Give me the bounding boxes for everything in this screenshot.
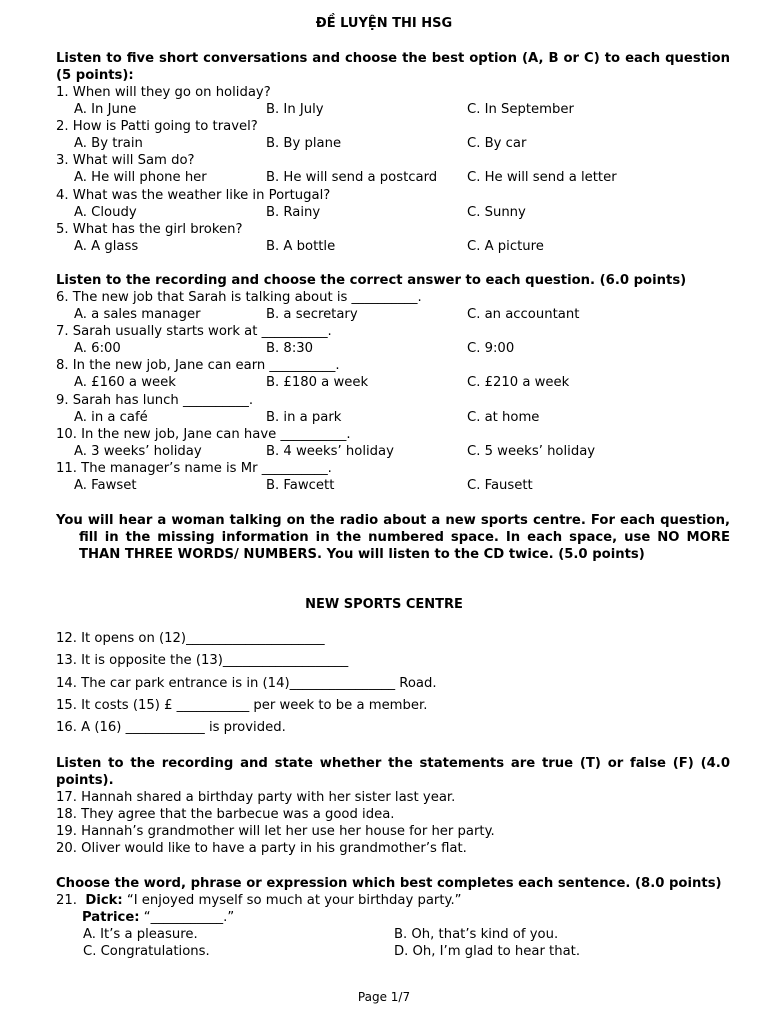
option-a: A. 3 weeks’ holiday [74, 443, 202, 459]
fill-in-item: 15. It costs (15) £ ___________ per week to be a member. [56, 697, 428, 713]
section-heading: Listen to the recording and state whether the statements are true (T) or false (F) (4.0 points). [56, 756, 730, 788]
option-c: C. Congratulations. [83, 944, 210, 960]
option-b: B. By plane [266, 136, 342, 152]
heading-text: . You will listen to the CD twice. (5.0 points) [317, 547, 645, 562]
option-a: A. By train [74, 136, 143, 152]
question-text: 9. Sarah has lunch __________. [56, 392, 254, 408]
section-heading [56, 512, 730, 563]
question-text [56, 892, 730, 909]
dialogue-line: “___________.” [139, 910, 235, 926]
option-b: B. 4 weeks’ holiday [266, 443, 394, 459]
statement: 17. Hannah shared a birthday party with her sister last year. [56, 790, 456, 805]
fill-in-item: 12. It opens on (12)_____________________ [56, 631, 325, 646]
heading-emphasis: NO MORE THAN THREE WORDS/ NUMBERS [79, 530, 730, 562]
option-row [56, 409, 730, 426]
option-a: A. He will phone her [74, 170, 207, 186]
page-title: ĐỀ LUYỆN THI HSG [315, 16, 453, 31]
fill-in-item: 13. It is opposite the (13)___________________ [56, 653, 349, 669]
question-text: 1. When will they go on holiday? [56, 85, 271, 100]
question-text [56, 909, 730, 926]
option-b: B. He will send a postcard [266, 170, 438, 186]
question-text: 5. What has the girl broken? [56, 221, 243, 237]
section-part3 [56, 512, 730, 563]
question-text: 2. How is Patti going to travel? [56, 119, 258, 135]
option-b: B. a secretary [266, 307, 358, 323]
speaker-label: Patrice: [82, 910, 140, 926]
option-row [56, 374, 730, 391]
option-row [56, 101, 730, 118]
section-heading: Listen to the recording and choose the correct answer to each question. (6.0 points) [56, 273, 687, 288]
option-row [56, 135, 730, 152]
question-text: 11. The manager’s name is Mr __________. [56, 460, 332, 476]
option-b: B. in a park [266, 409, 342, 425]
section-heading: Choose the word, phrase or expression which best completes each sentence. (8.0 points) [56, 876, 722, 891]
option-c: C. A picture [467, 238, 544, 254]
option-b: B. Rainy [266, 204, 321, 220]
question-text: 3. What will Sam do? [56, 153, 195, 169]
section-heading: Listen to five short conversations and choose the best option (A, B or C) to each question (5 points): [56, 51, 730, 83]
option-a: A. Cloudy [74, 204, 137, 220]
statement: 18. They agree that the barbecue was a good idea. [56, 807, 395, 823]
question-text: 7. Sarah usually starts work at __________. [56, 324, 332, 340]
fill-in-list [56, 628, 730, 739]
section-part1 [56, 50, 730, 255]
option-row [56, 340, 730, 357]
option-row [56, 477, 730, 494]
option-row [56, 204, 730, 221]
question-number: 21. [56, 893, 77, 908]
option-c: C. Sunny [467, 204, 526, 220]
option-c: C. an accountant [467, 307, 580, 323]
option-a: A. in a café [74, 409, 148, 425]
option-b: B. £180 a week [266, 375, 369, 391]
section-subtitle: NEW SPORTS CENTRE [305, 597, 463, 612]
option-c: C. In September [467, 102, 574, 118]
option-b: B. Oh, that’s kind of you. [394, 927, 559, 943]
option-c: C. at home [467, 409, 540, 425]
statement: 19. Hannah’s grandmother will let her use her house for her party. [56, 824, 495, 840]
option-a: A. A glass [74, 238, 139, 254]
option-c: C. 9:00 [467, 341, 515, 357]
question-text: 4. What was the weather like in Portugal? [56, 187, 331, 203]
option-row [56, 306, 730, 323]
option-a: A. 6:00 [74, 341, 121, 357]
option-a: A. £160 a week [74, 375, 176, 391]
option-c: C. 5 weeks’ holiday [467, 443, 596, 459]
section-part5 [56, 875, 730, 960]
option-c: C. By car [467, 136, 527, 152]
statement: 20. Oliver would like to have a party in his grandmother’s flat. [56, 841, 467, 857]
option-b: B. A bottle [266, 238, 336, 254]
dialogue-line: “I enjoyed myself so much at your birthday party.” [122, 893, 462, 908]
option-a: A. In June [74, 102, 137, 118]
option-a: A. a sales manager [74, 307, 201, 323]
option-c: C. £210 a week [467, 375, 570, 391]
question-list [56, 84, 730, 255]
option-c: C. Fausett [467, 478, 533, 494]
option-row [56, 926, 730, 943]
option-row [56, 238, 730, 255]
question-text: 6. The new job that Sarah is talking about is __________. [56, 290, 422, 305]
speaker-label: Dick: [85, 893, 123, 908]
option-row [56, 943, 730, 960]
section-part2 [56, 272, 730, 494]
question-text: 8. In the new job, Jane can earn __________. [56, 358, 340, 374]
page-number: Page 1/7 [357, 990, 411, 1004]
fill-in-item: 14. The car park entrance is in (14)________________ Road. [56, 675, 437, 691]
option-a: A. It’s a pleasure. [83, 927, 198, 943]
question-text: 10. In the new job, Jane can have __________. [56, 426, 351, 442]
option-c: C. He will send a letter [467, 170, 617, 186]
option-b: B. Fawcett [266, 478, 335, 494]
option-b: B. In July [266, 102, 324, 118]
option-d: D. Oh, I’m glad to hear that. [394, 944, 581, 960]
option-a: A. Fawset [74, 478, 137, 494]
heading-text: You will hear a woman talking on the radio about a new sports centre. For each question, fill in the missing information in the numbered space. In each space, use [56, 513, 730, 545]
option-b: B. 8:30 [266, 341, 314, 357]
option-row [56, 443, 730, 460]
section-part4 [56, 755, 730, 857]
fill-in-item: 16. A (16) ____________ is provided. [56, 720, 286, 736]
option-row [56, 169, 730, 186]
